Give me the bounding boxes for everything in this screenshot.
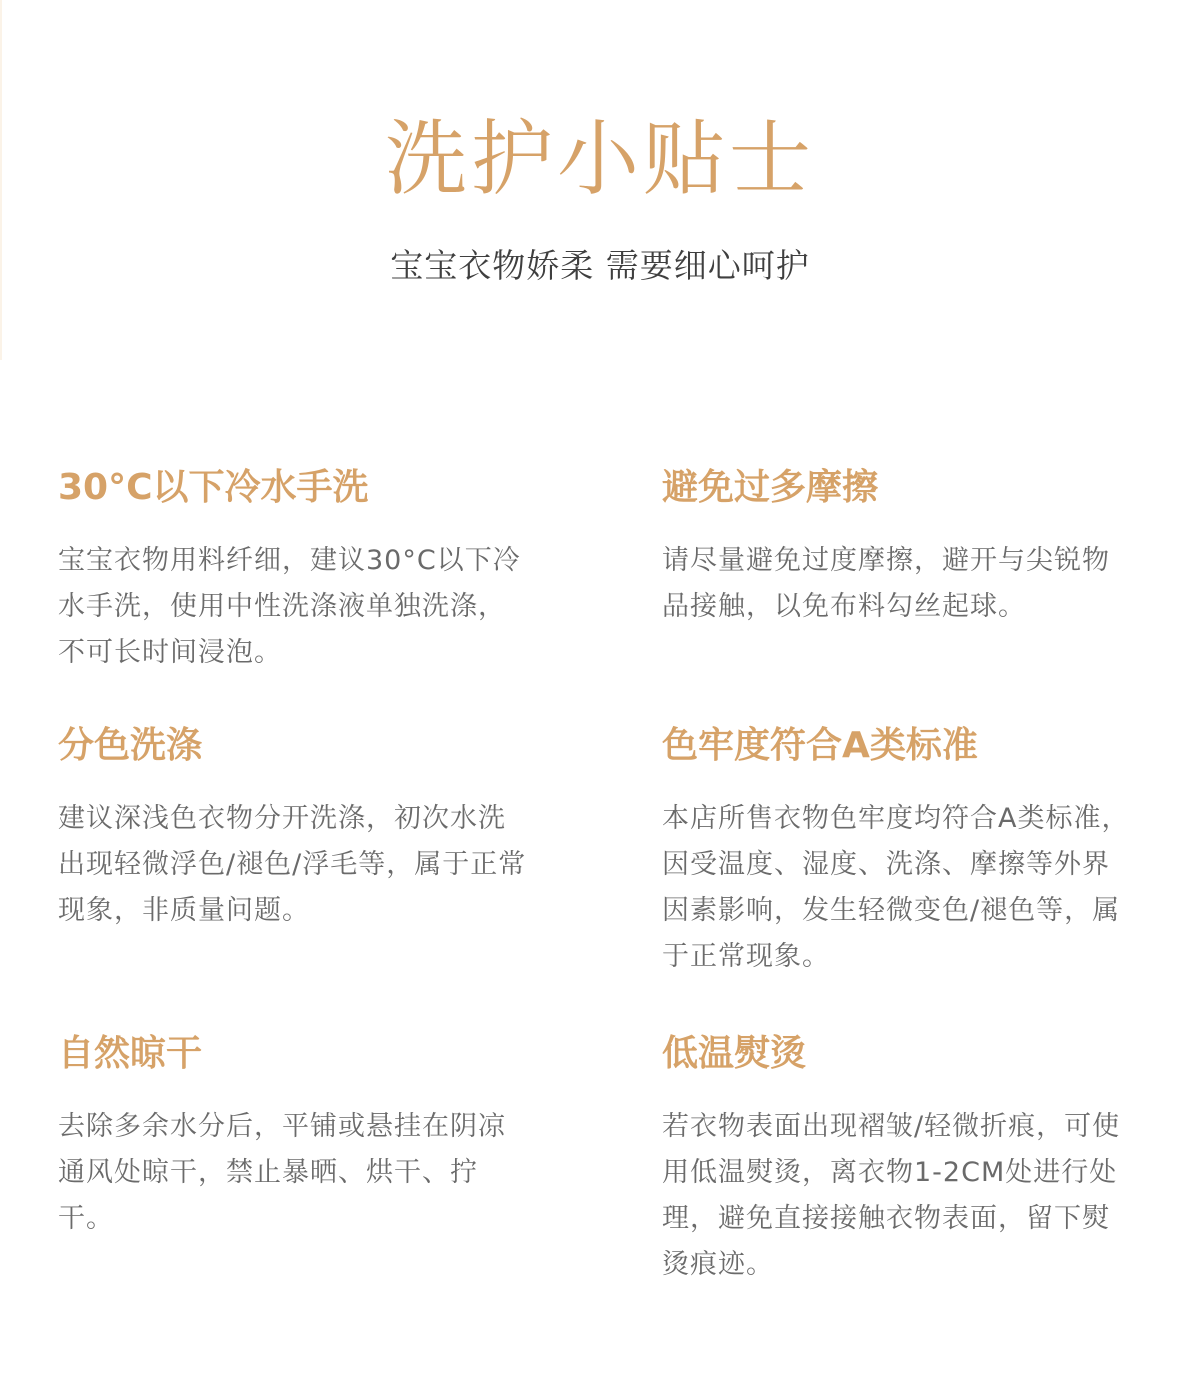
tip-air-dry xyxy=(58,1032,528,1242)
tip-body: 请尽量避免过度摩擦，避开与尖锐物品接触，以免布料勾丝起球。 xyxy=(662,545,1110,622)
tip-title: 分色洗涤 xyxy=(58,725,203,766)
tip-separate-colors xyxy=(58,724,528,934)
tip-color-fastness xyxy=(662,724,1132,980)
tip-body: 建议深浅色衣物分开洗涤，初次水洗出现轻微浮色/褪色/浮毛等，属于正常现象，非质量问题。 xyxy=(58,803,527,926)
tip-title: 低温熨烫 xyxy=(662,1033,807,1074)
tip-body: 若衣物表面出现褶皱/轻微折痕，可使用低温熨烫，离衣物1-2CM处进行处理，避免直接接触衣物表面，留下熨烫痕迹。 xyxy=(662,1111,1121,1280)
page-header xyxy=(0,112,1200,286)
tip-body: 宝宝衣物用料纤细，建议30°C以下冷水手洗，使用中性洗涤液单独洗涤，不可长时间浸泡。 xyxy=(58,545,521,668)
tip-avoid-friction xyxy=(662,466,1132,630)
tip-title: 自然晾干 xyxy=(58,1033,203,1074)
tip-body: 本店所售衣物色牢度均符合A类标准，因受温度、湿度、洗涤、摩擦等外界因素影响，发生轻微变色/褪色等，属于正常现象。 xyxy=(662,803,1130,972)
tip-title: 30°C以下冷水手洗 xyxy=(58,467,369,508)
tip-body: 去除多余水分后，平铺或悬挂在阴凉通风处晾干，禁止暴晒、烘干、拧干。 xyxy=(58,1111,506,1234)
tip-title: 色牢度符合A类标准 xyxy=(662,725,978,766)
tip-low-temp-ironing xyxy=(662,1032,1132,1288)
tip-cold-hand-wash xyxy=(58,466,528,676)
tip-title: 避免过多摩擦 xyxy=(662,467,879,508)
page-subtitle: 宝宝衣物娇柔 需要细心呵护 xyxy=(390,246,810,285)
page-title: 洗护小贴士 xyxy=(384,112,815,207)
